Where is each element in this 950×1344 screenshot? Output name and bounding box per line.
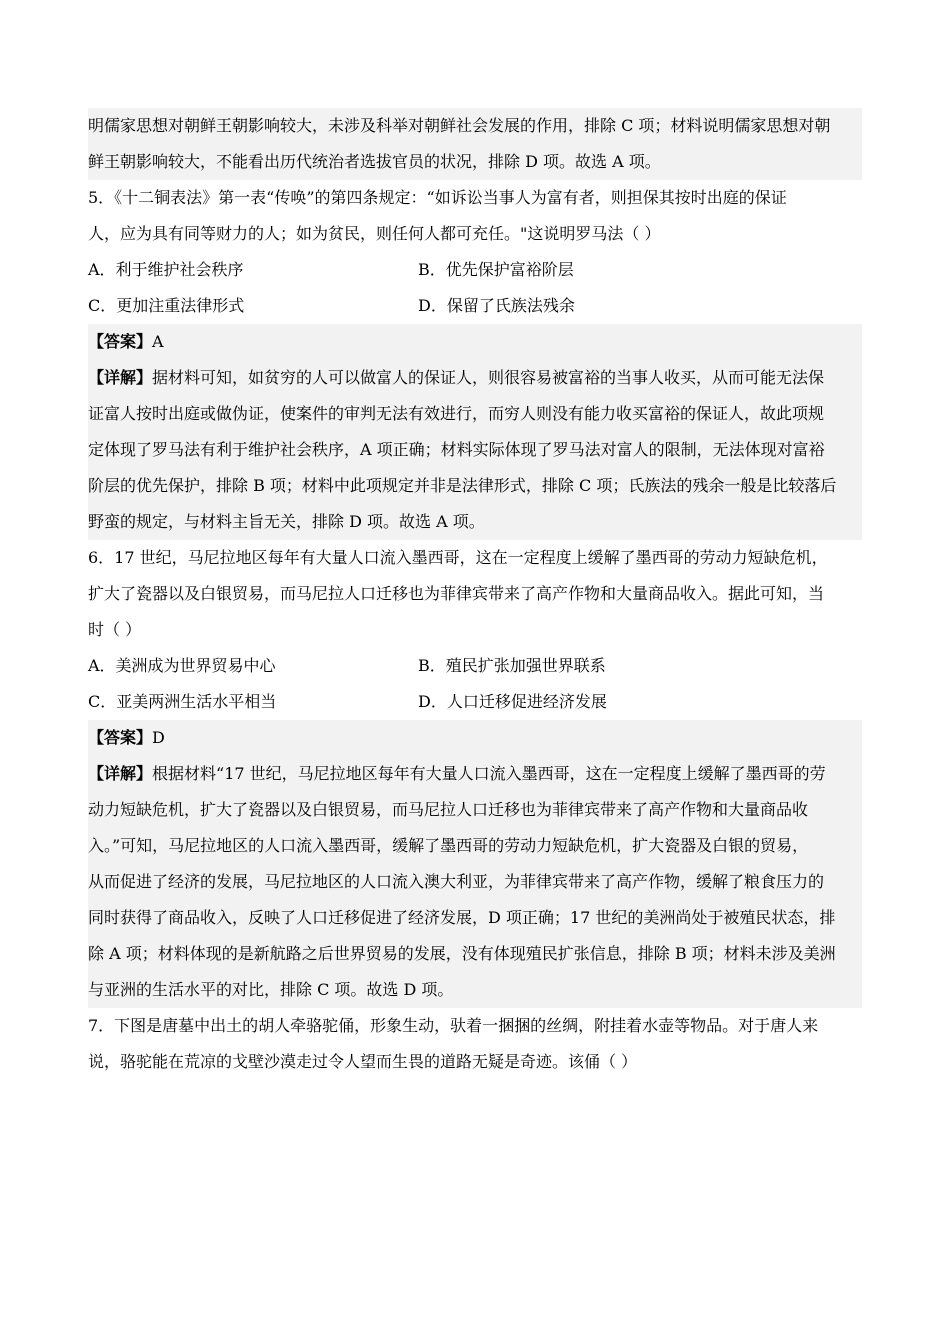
prev-explanation-line-2: 鲜王朝影响较大，不能看出历代统治者选拔官员的状况，排除 D 项。故选 A 项。 [88,144,862,180]
q5-option-a: A．利于维护社会秩序 [88,260,244,279]
prev-explanation-line-1: 明儒家思想对朝鲜王朝影响较大，未涉及科举对朝鲜社会发展的作用，排除 C 项；材料说明儒家思想对朝 [88,108,862,144]
q5-detail-line-2: 证富人按时出庭或做伪证，使案件的审判无法有效进行，而穷人则没有能力收买富裕的保证人，故此项规 [88,396,862,432]
q6-stem-line-2: 扩大了瓷器以及白银贸易，而马尼拉人口迁移也为菲律宾带来了高产作物和大量商品收入。据此可知，当 [88,584,825,603]
q6-detail-line-5: 同时获得了商品收入，反映了人口迁移促进了经济发展，D 项正确；17 世纪的美洲尚处于被殖民状态，排 [88,900,862,936]
q5-stem-line-2: 人，应为具有同等财力的人；如为贫民，则任何人都可充任。"这说明罗马法（ ） [88,224,661,243]
q5-options-row-1 [88,252,862,288]
q5-option-b: B．优先保护富裕阶层 [418,260,574,279]
q6-option-a: A．美洲成为世界贸易中心 [88,656,276,675]
q5-detail-line-4: 阶层的优先保护，排除 B 项；材料中此项规定并非是法律形式，排除 C 项；氏族法的残余一般是比较落后 [88,468,862,504]
q5-detail-line-1 [88,360,862,396]
q7-stem-line-1: 7．下图是唐墓中出土的胡人牵骆驼俑，形象生动，驮着一捆捆的丝绸，附挂着水壶等物品。对于唐人来 [88,1016,819,1035]
q5-answer [88,324,862,360]
q5-answer-value: A [152,332,164,351]
q7-stem-line-2: 说，骆驼能在荒凉的戈壁沙漠走过令人望而生畏的道路无疑是奇迹。该俑（ ） [88,1052,638,1071]
q5-answer-label: 【答案】 [88,332,153,351]
q6-option-b: B．殖民扩张加强世界联系 [418,656,606,675]
q5-detail-text-1: 据材料可知，如贫穷的人可以做富人的保证人，则很容易被富裕的当事人收买，从而可能无法保 [152,368,825,387]
q6-option-d: D．人口迁移促进经济发展 [418,692,607,711]
q6-detail-line-4: 从而促进了经济的发展，马尼拉地区的人口流入澳大利亚，为菲律宾带来了高产作物，缓解了粮食压力的 [88,864,862,900]
q6-answer-value: D [152,728,165,747]
q6-detail-line-1 [88,756,862,792]
q6-option-c: C．亚美两洲生活水平相当 [88,692,277,711]
q5-detail-line-5: 野蛮的规定，与材料主旨无关，排除 D 项。故选 A 项。 [88,504,862,540]
q6-stem-line-1: 6．17 世纪，马尼拉地区每年有大量人口流入墨西哥，这在一定程度上缓解了墨西哥的劳动力短缺危机， [88,548,828,567]
q6-detail-line-6: 除 A 项；材料体现的是新航路之后世界贸易的发展，没有体现殖民扩张信息，排除 B 项；材料未涉及美洲 [88,936,862,972]
document-page [88,108,862,1080]
q6-detail-line-3: 入。”可知，马尼拉地区的人口流入墨西哥，缓解了墨西哥的劳动力短缺危机，扩大瓷器及白银的贸易， [88,828,862,864]
q6-answer [88,720,862,756]
q6-options-row-2 [88,684,862,720]
q5-detail-line-3: 定体现了罗马法有利于维护社会秩序，A 项正确；材料实际体现了罗马法对富人的限制，无法体现对富裕 [88,432,862,468]
q5-stem-line-1: 5．《十二铜表法》第一表“传唤”的第四条规定：“如诉讼当事人为富有者，则担保其按时出庭的保证 [88,188,787,207]
q6-detail-text-1: 根据材料“17 世纪，马尼拉地区每年有大量人口流入墨西哥，这在一定程度上缓解了墨西哥的劳 [152,764,826,783]
q5-detail-label: 【详解】 [88,368,153,387]
q6-stem-line-3: 时（ ） [88,620,142,639]
q5-option-d: D．保留了氏族法残余 [418,296,575,315]
q6-detail-label: 【详解】 [88,764,153,783]
q5-option-c: C．更加注重法律形式 [88,296,245,315]
q6-detail-line-7: 与亚洲的生活水平的对比，排除 C 项。故选 D 项。 [88,972,862,1008]
q5-options-row-2 [88,288,862,324]
q6-answer-label: 【答案】 [88,728,153,747]
q6-detail-line-2: 动力短缺危机，扩大了瓷器以及白银贸易，而马尼拉人口迁移也为菲律宾带来了高产作物和大量商品收 [88,792,862,828]
q6-options-row-1 [88,648,862,684]
